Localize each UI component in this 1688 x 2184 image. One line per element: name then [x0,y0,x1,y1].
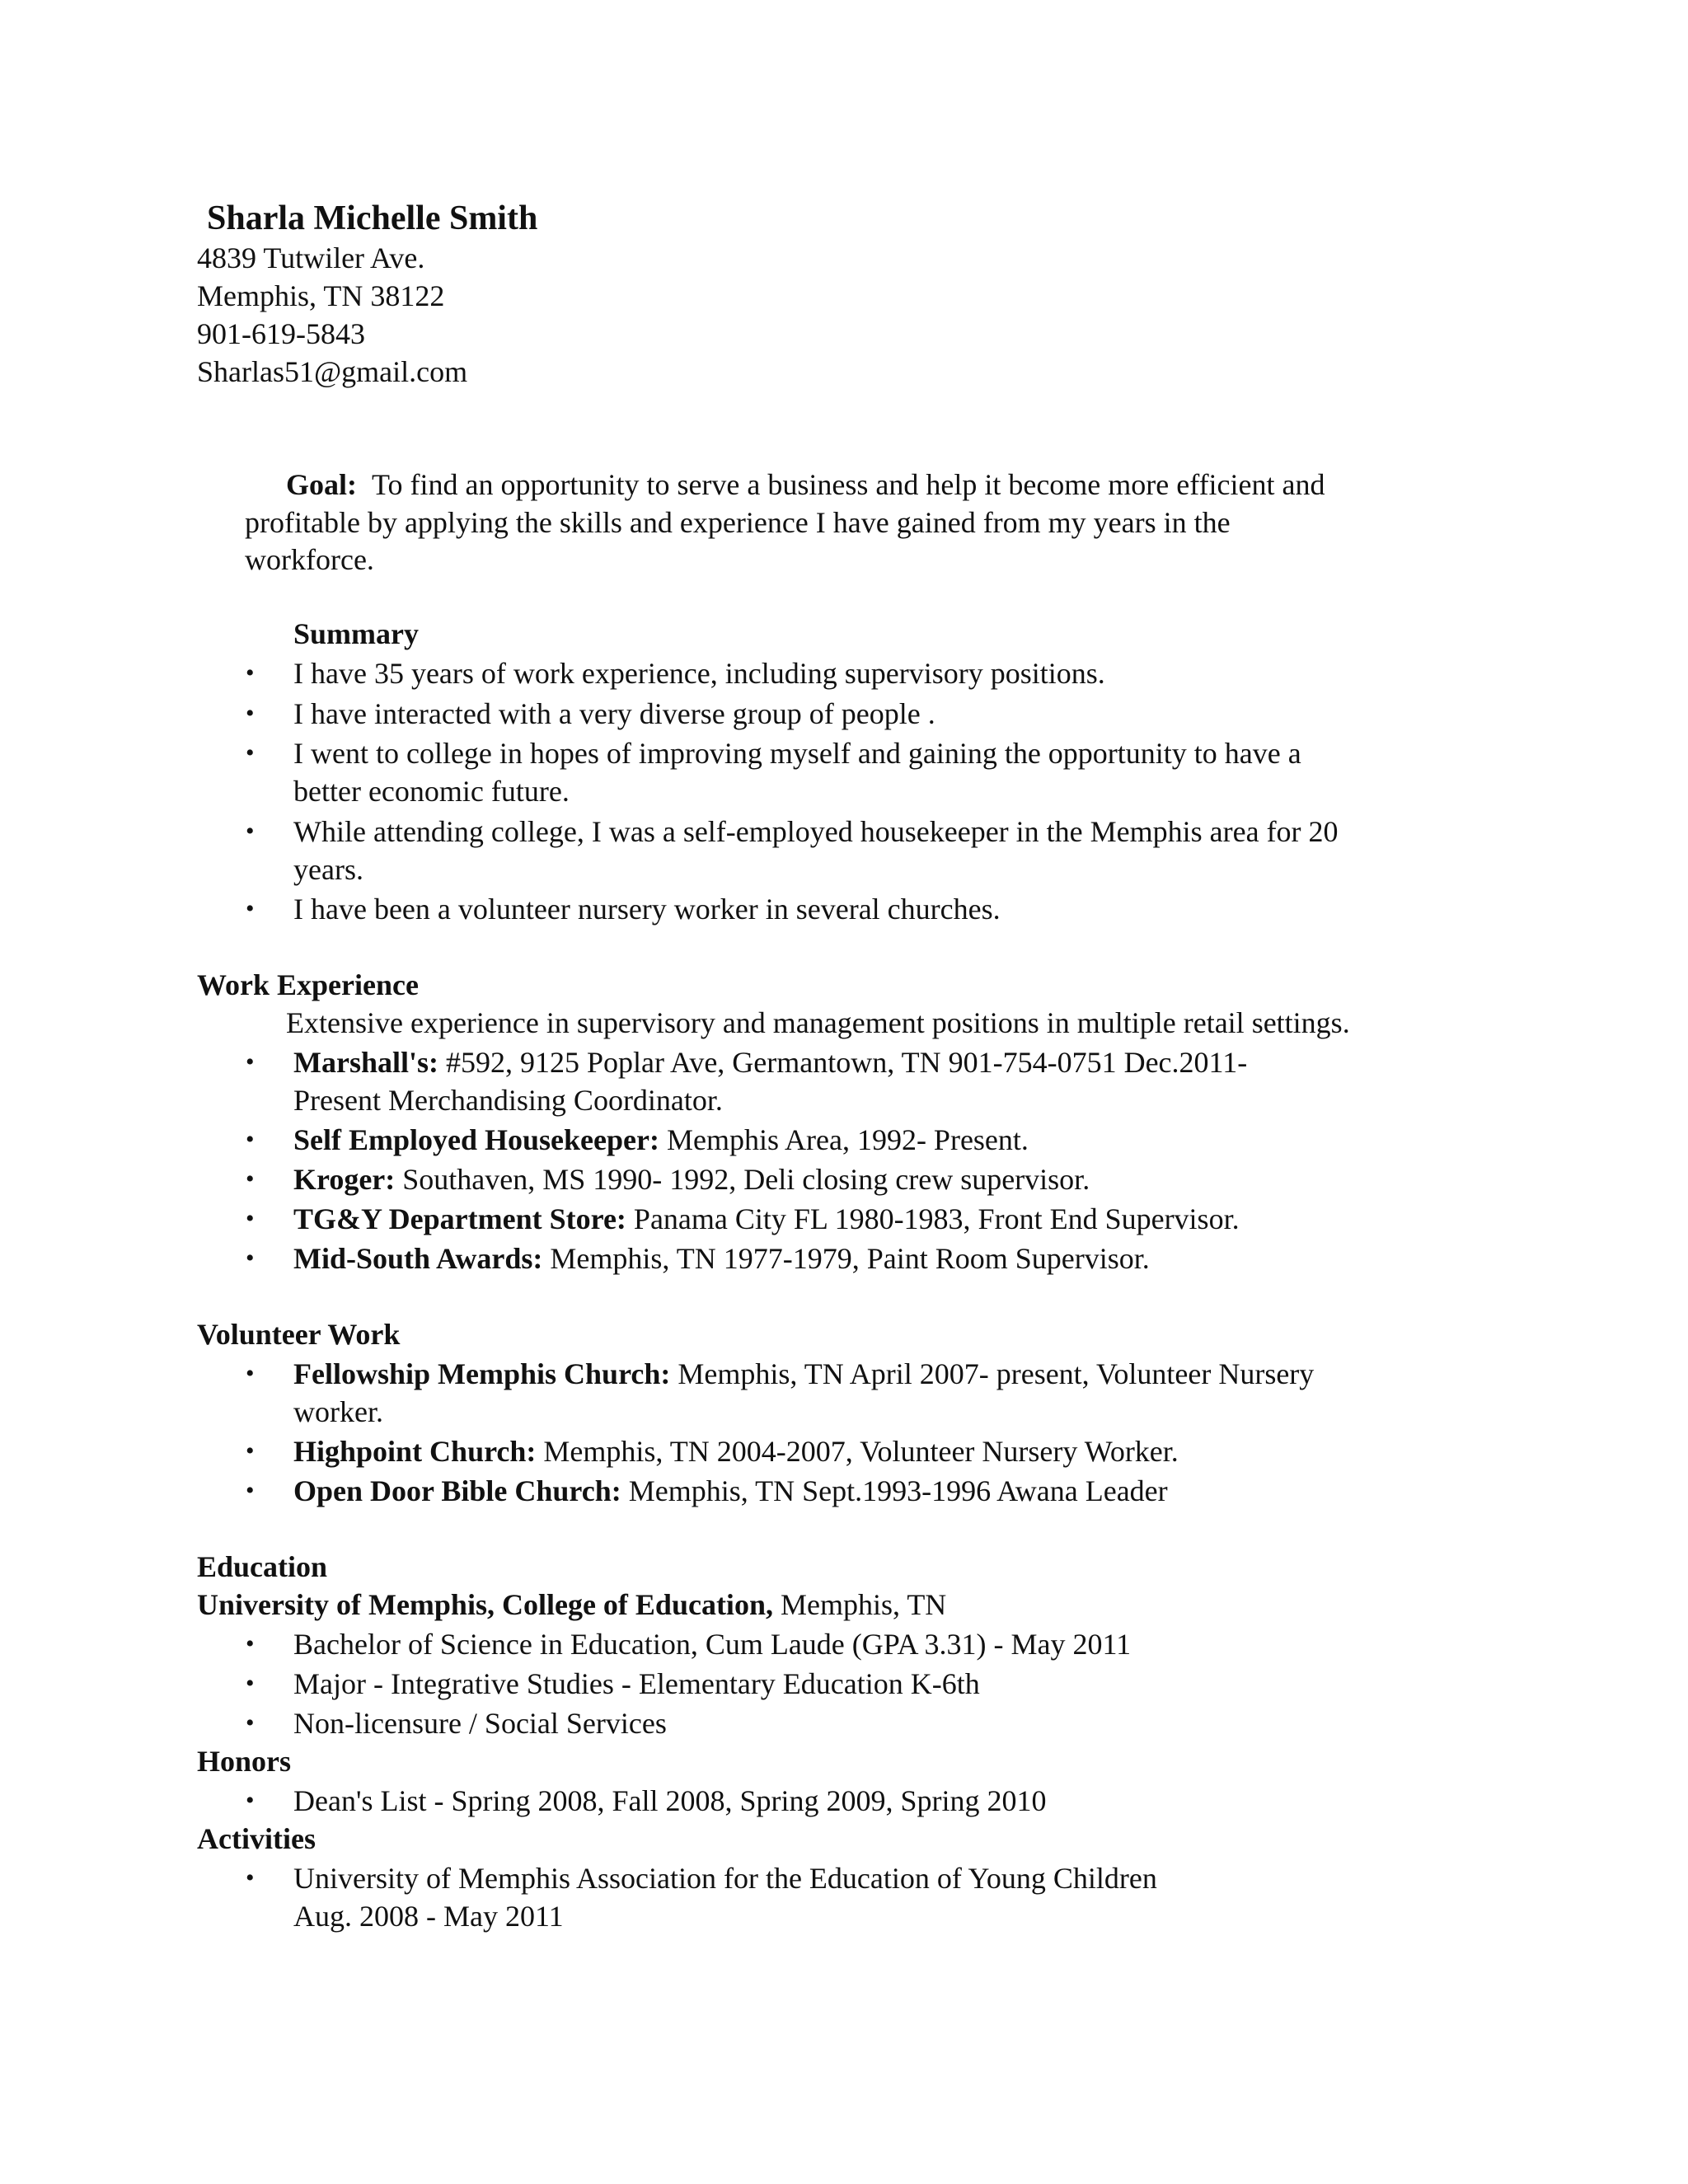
work-item [293,1043,1247,1081]
organization-detail: Memphis, TN April 2007- present, Volunteer Nursery [670,1357,1315,1390]
activities-item-cont: Aug. 2008 - May 2011 [293,1900,564,1933]
organization-name: Open Door Bible Church: [293,1474,621,1507]
summary-heading: Summary [293,617,419,650]
bullet-icon: • [246,1787,255,1814]
bullet-icon: • [246,1165,255,1193]
bullet-icon: • [246,1864,255,1891]
honors-item: Dean's List - Spring 2008, Fall 2008, Spring 2009, Spring 2010 [293,1784,1047,1817]
summary-item-cont: years. [293,853,363,886]
employer-detail: Panama City FL 1980-1983, Front End Supervisor. [626,1202,1240,1235]
bullet-icon: • [246,1360,255,1387]
bullet-icon: • [246,1126,255,1153]
volunteer-item-cont: worker. [293,1395,383,1428]
goal-text: To find an opportunity to serve a business and help it become more efficient and [372,468,1325,501]
employer-detail: Southaven, MS 1990- 1992, Deli closing crew supervisor. [395,1163,1090,1196]
employer-name: TG&Y Department Store: [293,1202,626,1235]
address-line: 4839 Tutwiler Ave. [197,241,425,274]
bullet-icon: • [246,659,255,687]
volunteer-heading: Volunteer Work [197,1318,401,1351]
bullet-icon: • [246,1205,255,1232]
resume-name: Sharla Michelle Smith [207,199,538,237]
education-item: Bachelor of Science in Education, Cum Laude (GPA 3.31) - May 2011 [293,1628,1132,1661]
bullet-icon: • [246,1477,255,1504]
summary-item: I have been a volunteer nursery worker in several churches. [293,893,1001,926]
work-heading: Work Experience [197,968,419,1001]
employer-name: Kroger: [293,1163,396,1196]
activities-heading: Activities [197,1822,316,1855]
bullet-icon: • [246,1437,255,1465]
bullet-icon: • [246,818,255,845]
organization-name: Highpoint Church: [293,1435,537,1468]
employer-detail: Memphis, TN 1977-1979, Paint Room Supervisor. [542,1242,1150,1275]
volunteer-item [293,1355,1314,1393]
summary-item: I have 35 years of work experience, including supervisory positions. [293,657,1105,690]
volunteer-item [293,1432,1179,1470]
bullet-icon: • [246,1709,255,1736]
goal-line-3: workforce. [245,543,374,576]
work-item [293,1200,1240,1238]
school-line [197,1586,946,1624]
bullet-icon: • [246,1244,255,1272]
email-line: Sharlas51@gmail.com [197,355,468,388]
work-item [293,1121,1029,1159]
bullet-icon: • [246,700,255,727]
honors-heading: Honors [197,1745,292,1778]
goal-line-1 [286,466,1325,504]
bullet-icon: • [246,1630,255,1657]
school-location: Memphis, TN [772,1588,947,1621]
employer-detail: Memphis Area, 1992- Present. [659,1123,1029,1156]
goal-label: Goal: [286,468,357,501]
summary-item: I went to college in hopes of improving myself and gaining the opportunity to have a [293,737,1301,770]
work-item-cont: Present Merchandising Coordinator. [293,1084,723,1117]
summary-item: I have interacted with a very diverse group of people . [293,697,935,730]
organization-detail: Memphis, TN 2004-2007, Volunteer Nursery Worker. [536,1435,1179,1468]
volunteer-item [293,1472,1168,1510]
summary-item: While attending college, I was a self-employed housekeeper in the Memphis area for 20 [293,815,1339,848]
summary-item-cont: better economic future. [293,775,570,808]
bullet-icon: • [246,739,255,766]
education-item: Major - Integrative Studies - Elementary Education K-6th [293,1667,980,1700]
employer-name: Mid-South Awards: [293,1242,543,1275]
goal-line-2: profitable by applying the skills and experience I have gained from my years in the [245,506,1231,539]
work-item [293,1160,1090,1198]
activities-item: University of Memphis Association for the Education of Young Children [293,1862,1157,1895]
bullet-icon: • [246,895,255,922]
employer-name: Marshall's: [293,1046,438,1079]
school-name: University of Memphis, College of Education, [197,1588,773,1621]
phone-line: 901-619-5843 [197,317,365,350]
employer-name: Self Employed Housekeeper: [293,1123,659,1156]
bullet-icon: • [246,1670,255,1697]
organization-detail: Memphis, TN Sept.1993-1996 Awana Leader [621,1474,1168,1507]
work-item [293,1240,1150,1277]
bullet-icon: • [246,1048,255,1076]
education-item: Non-licensure / Social Services [293,1707,667,1740]
employer-detail: #592, 9125 Poplar Ave, Germantown, TN 901-754-0751 Dec.2011- [438,1046,1248,1079]
work-intro: Extensive experience in supervisory and management positions in multiple retail settings. [286,1006,1350,1039]
city-line: Memphis, TN 38122 [197,279,445,312]
education-heading: Education [197,1550,328,1583]
organization-name: Fellowship Memphis Church: [293,1357,671,1390]
